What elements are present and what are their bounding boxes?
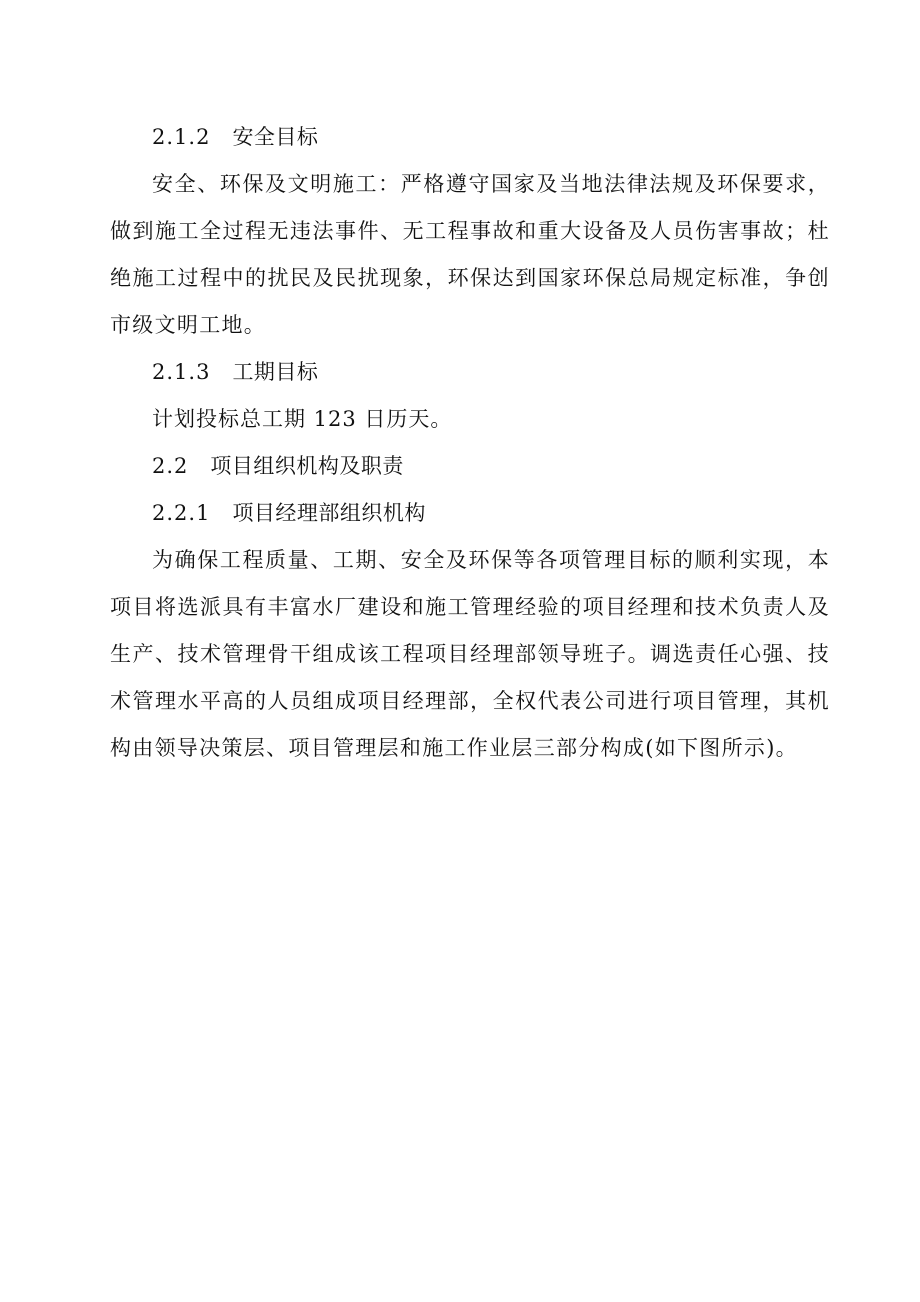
section-title: 项目组织机构及职责 xyxy=(210,454,404,478)
paragraph-safety: 安全、环保及文明施工：严格遵守国家及当地法律法规及环保要求，做到施工全过程无违法事件、无工程事故和重大设备及人员伤害事故；杜绝施工过程中的扰民及民扰现象，环保达到国家环保总局规定标准，争创市级文明工地。 xyxy=(110,172,830,337)
paragraph-schedule: 计划投标总工期 123 日历天。 xyxy=(152,407,453,431)
section-number: 2.2 xyxy=(152,454,189,478)
section-number: 2.2.1 xyxy=(152,501,211,525)
section-heading-2-1-3 xyxy=(110,349,830,396)
section-heading-2-1-2 xyxy=(110,114,830,161)
section-title: 工期目标 xyxy=(232,360,319,384)
section-heading-2-2 xyxy=(110,443,830,490)
document-body xyxy=(110,114,830,772)
section-heading-2-2-1 xyxy=(110,490,830,537)
section-title: 安全目标 xyxy=(232,125,319,149)
paragraph-organization: 为确保工程质量、工期、安全及环保等各项管理目标的顺利实现，本项目将选派具有丰富水厂建设和施工管理经验的项目经理和技术负责人及生产、技术管理骨干组成该工程项目经理部领导班子。调选责任心强、技术管理水平高的人员组成项目经理部，全权代表公司进行项目管理，其机构由领导决策层、项目管理层和施工作业层三部分构成(如下图所示)。 xyxy=(110,548,830,760)
section-title: 项目经理部组织机构 xyxy=(232,501,426,525)
section-number: 2.1.2 xyxy=(152,125,211,149)
section-number: 2.1.3 xyxy=(152,360,211,384)
